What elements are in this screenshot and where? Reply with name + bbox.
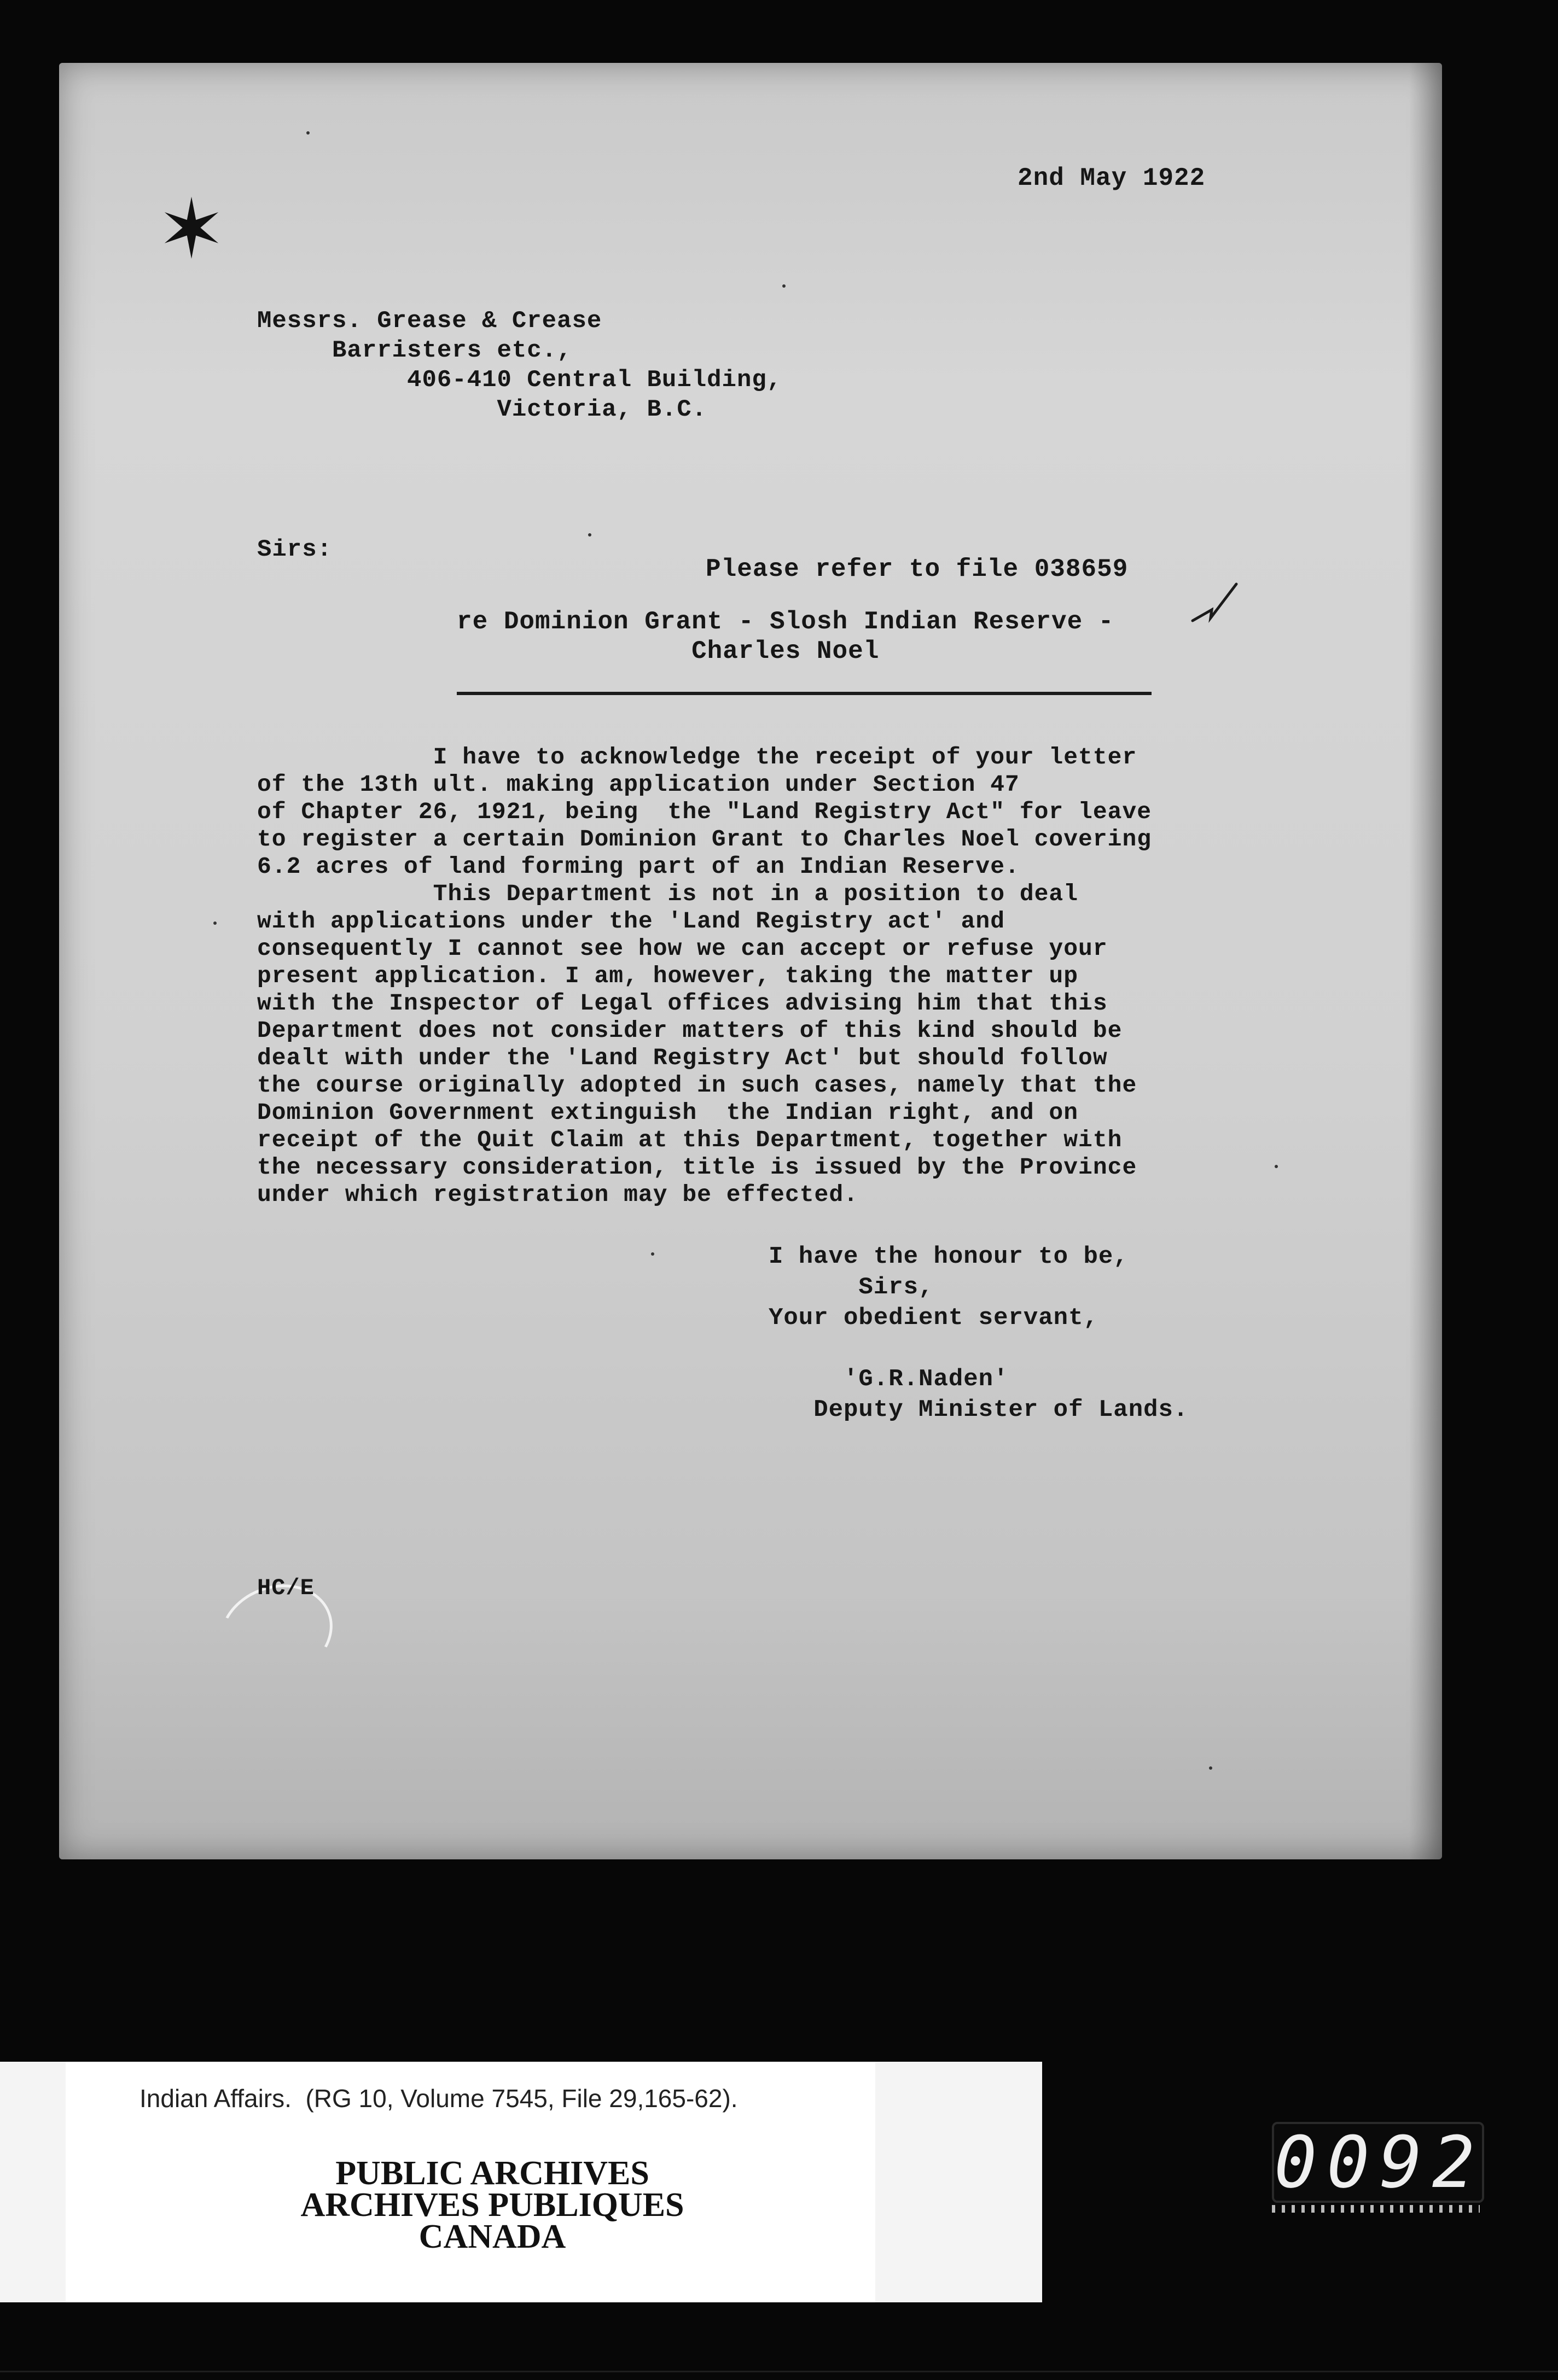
letter-body (257, 744, 1152, 1209)
body-line: to register a certain Dominion Grant to Charles Noel covering (257, 826, 1152, 853)
dust-speck (1209, 1766, 1212, 1770)
body-line: I have to acknowledge the receipt of your letter (257, 744, 1137, 771)
body-line: receipt of the Quit Claim at this Department, together with (257, 1127, 1123, 1153)
signature-title: Deputy Minister of Lands. (769, 1396, 1189, 1424)
dust-speck (651, 1252, 654, 1256)
paper-edge-shadow (1409, 63, 1442, 1859)
archive-title-line: PUBLIC ARCHIVES (335, 2155, 649, 2192)
archive-title-line: CANADA (418, 2218, 566, 2255)
body-line: the course originally adopted in such cases, namely that the (257, 1072, 1137, 1099)
recipient-line: Barristers etc., (257, 337, 572, 364)
subject-line-1: re Dominion Grant - Slosh Indian Reserve - (457, 608, 1114, 636)
letter-date: 2nd May 1922 (1018, 164, 1206, 192)
body-line: with applications under the 'Land Registry act' and (257, 908, 1005, 935)
body-line: of the 13th ult. making application under Section 47 (257, 771, 1020, 798)
dust-speck (782, 284, 786, 288)
dust-speck (306, 131, 310, 135)
closing-line: I have the honour to be, (769, 1243, 1129, 1270)
body-line: 6.2 acres of land forming part of an Indian Reserve. (257, 853, 1020, 880)
closing-line (769, 1333, 1188, 1364)
body-line: Dominion Government extinguish the Indian right, and on (257, 1099, 1079, 1126)
subject-underline (457, 692, 1152, 695)
subject-line-2: Charles Noel (691, 637, 880, 666)
body-line: of Chapter 26, 1921, being the "Land Registry Act" for leave (257, 798, 1152, 825)
archive-title-line: ARCHIVES PUBLIQUES (300, 2186, 684, 2224)
typist-initials: HC/E (257, 1575, 315, 1601)
body-line: dealt with under the 'Land Registry Act' but should follow (257, 1045, 1108, 1071)
pen-check-icon (1190, 580, 1239, 629)
body-line: with the Inspector of Legal offices advising him that this (257, 990, 1108, 1017)
recipient-address (257, 306, 782, 424)
signature-name: 'G.R.Naden' (769, 1366, 1009, 1393)
film-edge-line (0, 2371, 1558, 2372)
body-line: present application. I am, however, taking the matter up (257, 962, 1079, 989)
salutation: Sirs: (257, 536, 333, 563)
body-line: Department does not consider matters of this kind should be (257, 1017, 1123, 1044)
recipient-line: 406-410 Central Building, (257, 366, 782, 394)
body-line: under which registration may be effected. (257, 1181, 858, 1208)
frame-counter (1272, 2122, 1484, 2203)
archive-reference: Indian Affairs. (RG 10, Volume 7545, File 29,165-62). (139, 2084, 738, 2113)
dust-speck (213, 921, 217, 925)
closing-line: Your obedient servant, (769, 1304, 1098, 1332)
body-line: This Department is not in a position to deal (257, 880, 1079, 907)
letter-closing (769, 1241, 1188, 1425)
body-line: the necessary consideration, title is issued by the Province (257, 1154, 1137, 1181)
dust-speck (588, 533, 591, 536)
archive-title (274, 2157, 711, 2253)
closing-line: Sirs, (769, 1274, 934, 1301)
recipient-line: Messrs. Grease & Crease (257, 307, 602, 335)
recipient-line: Victoria, B.C. (257, 396, 707, 423)
torn-hole-icon: ✶ (157, 182, 226, 277)
subject-line (457, 607, 1114, 666)
frame-number: 0092 (1274, 2121, 1485, 2204)
body-line: consequently I cannot see how we can accept or refuse your (257, 935, 1108, 962)
file-reference: Please refer to file 038659 (706, 555, 1129, 584)
dust-speck (1275, 1165, 1278, 1168)
counter-ticks (1272, 2205, 1480, 2213)
